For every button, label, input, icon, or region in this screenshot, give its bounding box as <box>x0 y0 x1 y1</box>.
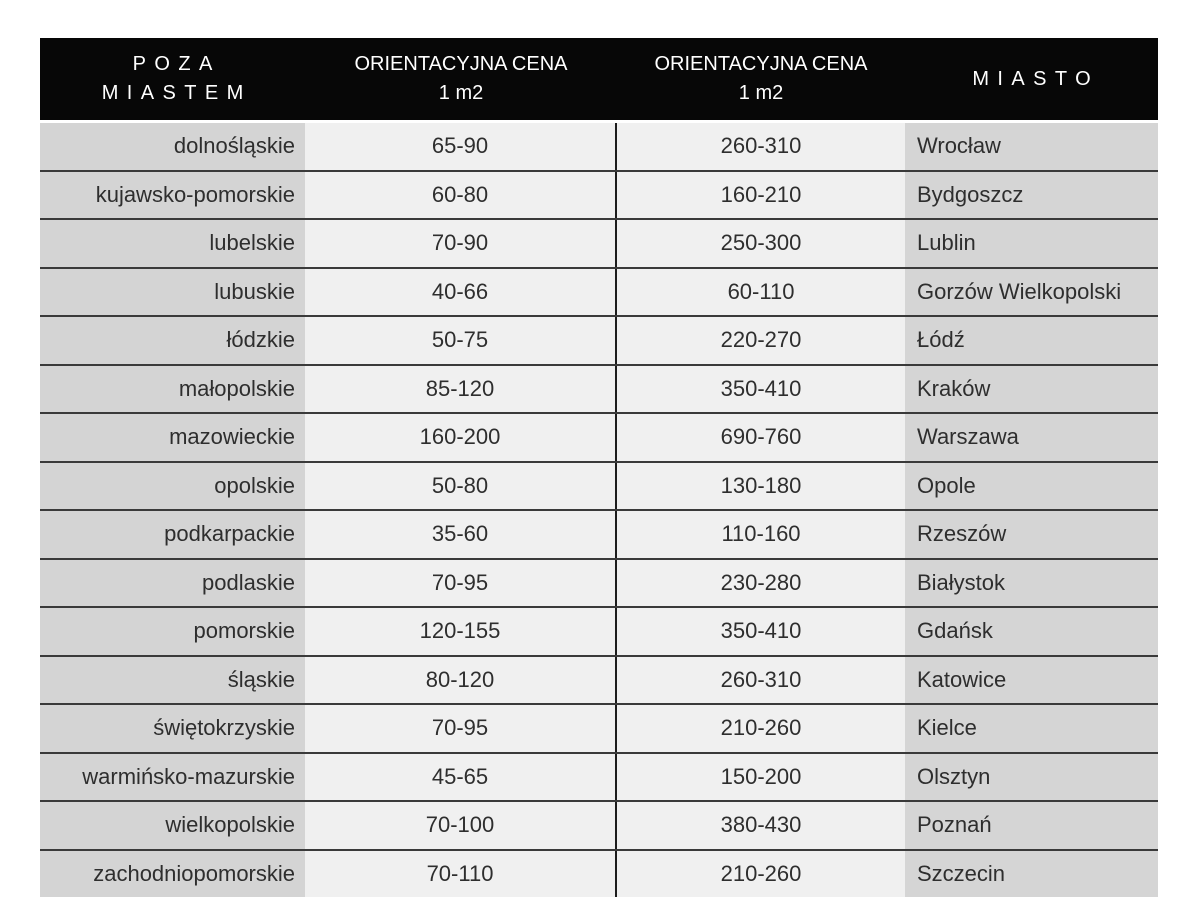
price-in-city-cell: 220-270 <box>617 317 905 364</box>
header-poza-line2: MIASTEM <box>101 82 252 104</box>
city-cell: Poznań <box>905 802 1158 849</box>
table-row <box>40 851 1158 898</box>
header-cena-miasto-line2: 1 m2 <box>738 82 784 104</box>
table-row <box>40 705 1158 754</box>
region-cell: mazowieckie <box>40 414 305 461</box>
price-outside-city-cell: 120-155 <box>305 608 617 655</box>
price-in-city-cell: 150-200 <box>617 754 905 801</box>
price-in-city-cell: 230-280 <box>617 560 905 607</box>
city-cell: Bydgoszcz <box>905 172 1158 219</box>
price-outside-city-cell: 60-80 <box>305 172 617 219</box>
price-in-city-cell: 350-410 <box>617 608 905 655</box>
region-cell: podkarpackie <box>40 511 305 558</box>
price-in-city-cell: 350-410 <box>617 366 905 413</box>
table-row <box>40 366 1158 415</box>
price-outside-city-cell: 160-200 <box>305 414 617 461</box>
city-cell: Kraków <box>905 366 1158 413</box>
price-outside-city-cell: 70-90 <box>305 220 617 267</box>
region-cell: podlaskie <box>40 560 305 607</box>
city-cell: Gdańsk <box>905 608 1158 655</box>
price-in-city-cell: 60-110 <box>617 269 905 316</box>
price-in-city-cell: 260-310 <box>617 123 905 170</box>
header-cena-poza <box>305 38 617 120</box>
table-row <box>40 220 1158 269</box>
price-table <box>40 38 1158 897</box>
region-cell: warmińsko-mazurskie <box>40 754 305 801</box>
city-cell: Kielce <box>905 705 1158 752</box>
price-outside-city-cell: 35-60 <box>305 511 617 558</box>
price-outside-city-cell: 40-66 <box>305 269 617 316</box>
region-cell: kujawsko-pomorskie <box>40 172 305 219</box>
city-cell: Lublin <box>905 220 1158 267</box>
region-cell: dolnośląskie <box>40 123 305 170</box>
price-outside-city-cell: 70-95 <box>305 560 617 607</box>
price-in-city-cell: 210-260 <box>617 851 905 898</box>
price-outside-city-cell: 50-80 <box>305 463 617 510</box>
table-row <box>40 754 1158 803</box>
table-row <box>40 414 1158 463</box>
header-cena-poza-line1: ORIENTACYJNA CENA <box>354 53 568 75</box>
price-outside-city-cell: 65-90 <box>305 123 617 170</box>
table-row <box>40 172 1158 221</box>
table-row <box>40 511 1158 560</box>
region-cell: wielkopolskie <box>40 802 305 849</box>
city-cell: Wrocław <box>905 123 1158 170</box>
price-in-city-cell: 210-260 <box>617 705 905 752</box>
price-in-city-cell: 690-760 <box>617 414 905 461</box>
table-row <box>40 269 1158 318</box>
header-poza-line1: POZA <box>132 53 221 75</box>
city-cell: Białystok <box>905 560 1158 607</box>
header-miasto-label: MIASTO <box>972 67 1100 90</box>
price-outside-city-cell: 50-75 <box>305 317 617 364</box>
price-outside-city-cell: 85-120 <box>305 366 617 413</box>
city-cell: Szczecin <box>905 851 1158 898</box>
price-outside-city-cell: 80-120 <box>305 657 617 704</box>
price-in-city-cell: 160-210 <box>617 172 905 219</box>
price-outside-city-cell: 45-65 <box>305 754 617 801</box>
price-outside-city-cell: 70-110 <box>305 851 617 898</box>
header-cena-miasto <box>617 38 905 120</box>
region-cell: małopolskie <box>40 366 305 413</box>
region-cell: opolskie <box>40 463 305 510</box>
table-row <box>40 463 1158 512</box>
table-body <box>40 123 1158 897</box>
city-cell: Olsztyn <box>905 754 1158 801</box>
city-cell: Warszawa <box>905 414 1158 461</box>
region-cell: lubuskie <box>40 269 305 316</box>
table-row <box>40 802 1158 851</box>
table-row <box>40 657 1158 706</box>
city-cell: Katowice <box>905 657 1158 704</box>
region-cell: pomorskie <box>40 608 305 655</box>
region-cell: śląskie <box>40 657 305 704</box>
table-row <box>40 123 1158 172</box>
region-cell: lubelskie <box>40 220 305 267</box>
price-in-city-cell: 250-300 <box>617 220 905 267</box>
header-cena-poza-line2: 1 m2 <box>438 82 484 104</box>
header-miasto <box>905 38 1158 120</box>
region-cell: zachodniopomorskie <box>40 851 305 898</box>
price-in-city-cell: 380-430 <box>617 802 905 849</box>
city-cell: Gorzów Wielkopolski <box>905 269 1158 316</box>
price-in-city-cell: 130-180 <box>617 463 905 510</box>
price-outside-city-cell: 70-100 <box>305 802 617 849</box>
table-header-row <box>40 38 1158 120</box>
header-cena-miasto-line1: ORIENTACYJNA CENA <box>654 53 868 75</box>
price-outside-city-cell: 70-95 <box>305 705 617 752</box>
city-cell: Rzeszów <box>905 511 1158 558</box>
region-cell: świętokrzyskie <box>40 705 305 752</box>
region-cell: łódzkie <box>40 317 305 364</box>
city-cell: Opole <box>905 463 1158 510</box>
table-row <box>40 560 1158 609</box>
header-poza-miastem <box>40 38 305 120</box>
city-cell: Łódź <box>905 317 1158 364</box>
price-in-city-cell: 260-310 <box>617 657 905 704</box>
price-in-city-cell: 110-160 <box>617 511 905 558</box>
table-row <box>40 608 1158 657</box>
table-row <box>40 317 1158 366</box>
